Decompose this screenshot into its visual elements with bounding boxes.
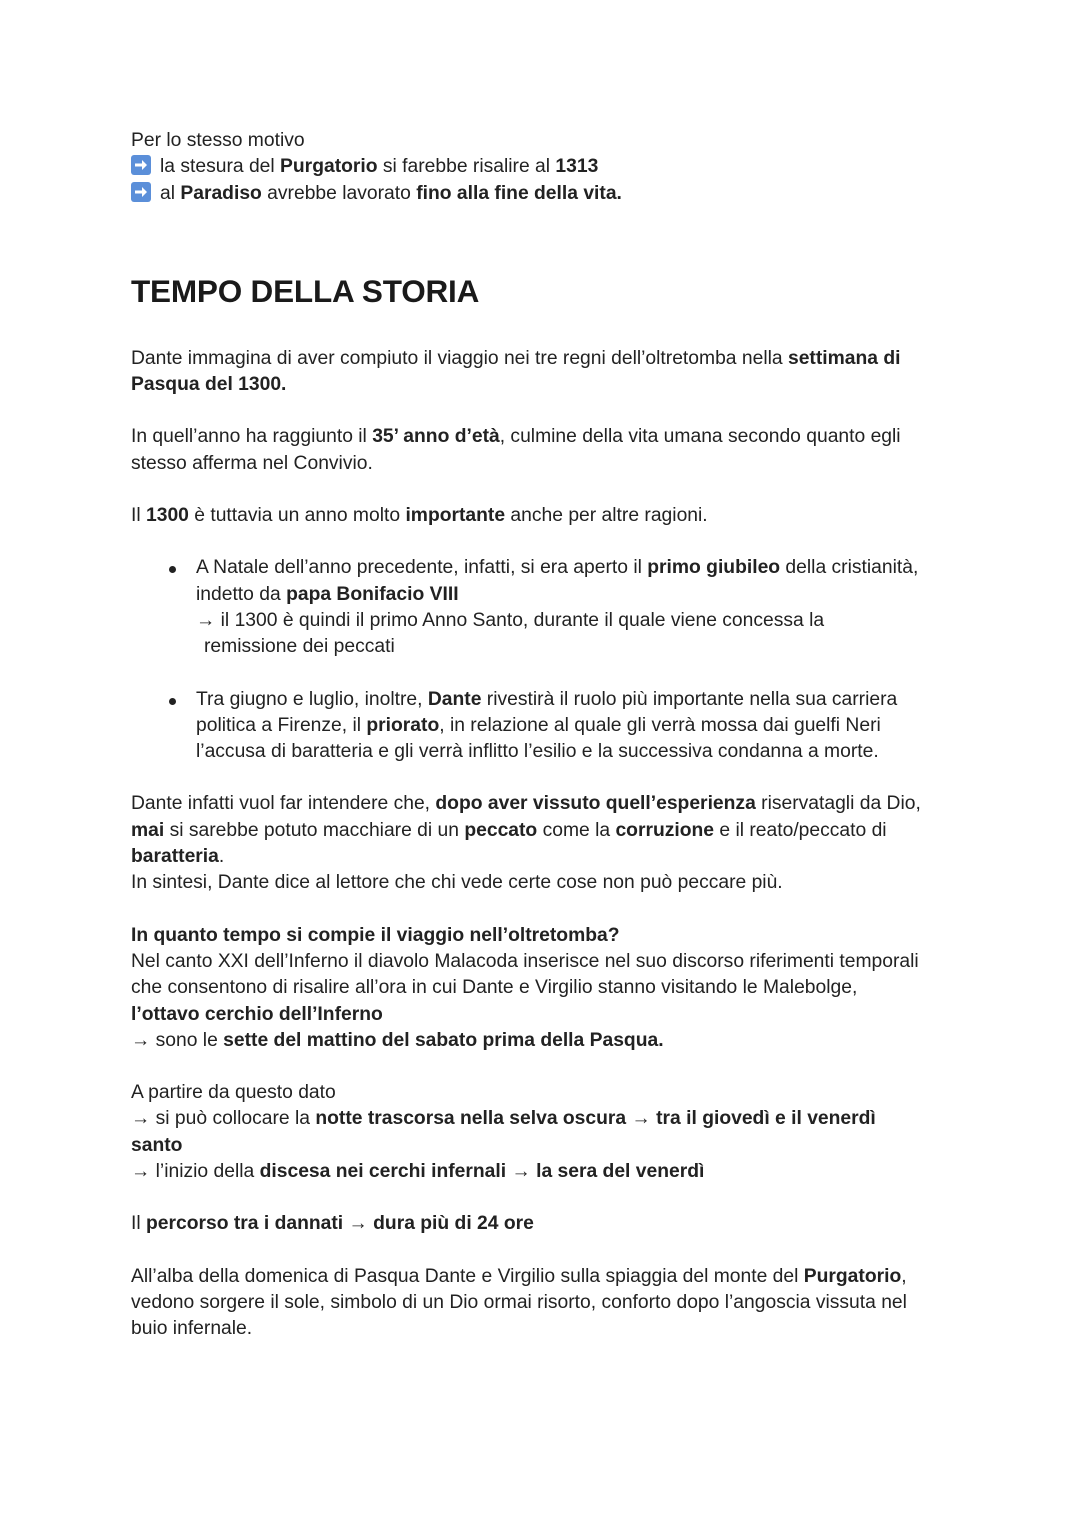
intro-line-paradiso: al Paradiso avrebbe lavorato fino alla fine della vita. bbox=[131, 181, 961, 207]
paragraph-1300: Il 1300 è tuttavia un anno molto importante anche per altre ragioni. bbox=[131, 505, 708, 527]
paragraph-percorso: Il percorso tra i dannati → dura più di 24 ore bbox=[131, 1213, 534, 1235]
intro-line-purgatorio: la stesura del Purgatorio si farebbe risalire al 1313 bbox=[131, 154, 961, 180]
paragraph-pasqua: All’alba della domenica di Pasqua Dante e Virgilio sulla spiaggia del monte del Purgatorio, vedono sorgere il sole, simbolo di un Dio ormai risorto, conforto dopo l’angoscia vissuta nel buio infernale. bbox=[131, 1265, 907, 1340]
right-arrow-icon bbox=[131, 182, 151, 202]
section-heading: TEMPO DELLA STORIA bbox=[131, 272, 480, 309]
list-item-priorato: Tra giugno e luglio, inoltre, Dante rivestirà il ruolo più importante nella sua carriera politica a Firenze, il priorato, in relazione al quale gli verrà mossa dai guelfi Neri l’accusa di baratteria e gli verrà inflitto l’esilio e la successiva condanna a morte. bbox=[131, 687, 961, 766]
intro-text: Per lo stesso motivo bbox=[131, 130, 305, 151]
paragraph-settimana: Dante immagina di aver compiuto il viaggio nei tre regni dell’oltretomba nella settimana di Pasqua del 1300. bbox=[131, 347, 901, 396]
document-page bbox=[131, 128, 961, 1343]
paragraph-eta: In quell’anno ha raggiunto il 35’ anno d’età, culmine della vita umana secondo quanto egli stesso afferma nel Convivio. bbox=[131, 426, 901, 474]
paragraph-esperienza: Dante infatti vuol far intendere che, dopo aver vissuto quell’esperienza riservatagli da Dio, mai si sarebbe potuto macchiare di un peccato come la corruzione e il reato/peccato di baratteria. In sintesi, Dante dice al lettore che chi vede certe cose non può peccare più. bbox=[131, 793, 921, 894]
paragraph-selva: A partire da questo dato → si può collocare la notte trascorsa nella selva oscura → tra il giovedì e il venerdì santo → l’inizio della discesa nei cerchi infernali → la sera del venerdì bbox=[131, 1082, 876, 1183]
bullet-icon bbox=[169, 566, 176, 573]
bullet-icon bbox=[169, 698, 176, 705]
list-item-giubileo: A Natale dell’anno precedente, infatti, si era aperto il primo giubileo della cristianità, indetto da papa Bonifacio VIII → il 1300 è quindi il primo Anno Santo, durante il quale viene concessa la remissione dei peccati bbox=[131, 555, 961, 660]
paragraph-tempo-viaggio: In quanto tempo si compie il viaggio nell’oltretomba? Nel canto XXI dell’Inferno il diavolo Malacoda inserisce nel suo discorso riferimenti temporali che consentono di risalire all’ora in cui Dante e Virgilio stanno visitando le Malebolge, l’ottavo cerchio dell’Inferno → sono le sette del mattino del sabato prima della Pasqua. bbox=[131, 924, 919, 1051]
right-arrow-icon bbox=[131, 155, 151, 175]
